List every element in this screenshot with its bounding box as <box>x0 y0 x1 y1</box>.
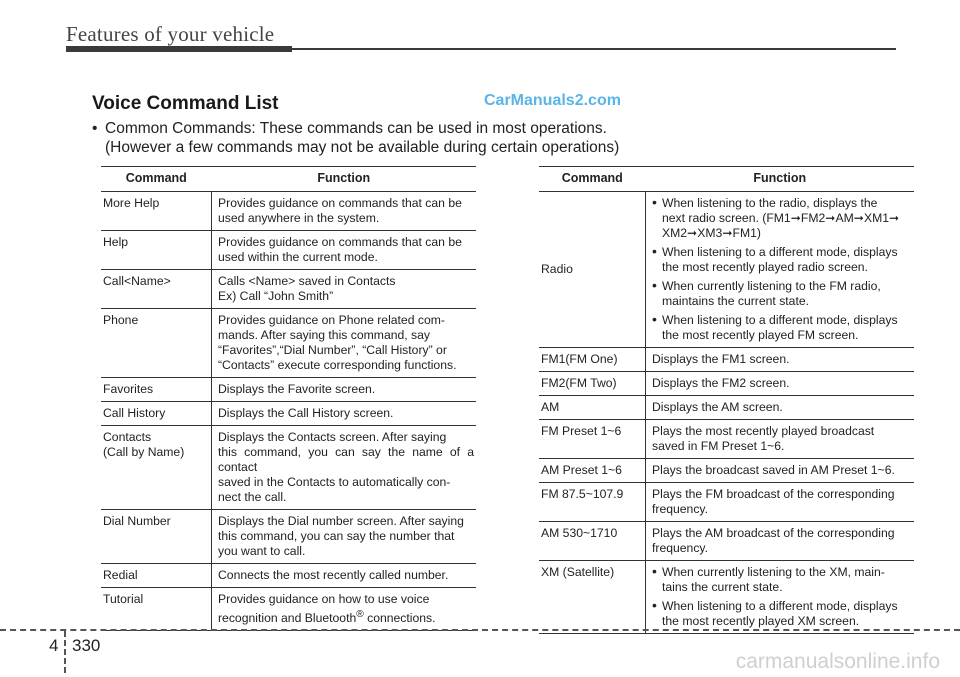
table-row <box>539 372 914 396</box>
table-row <box>101 510 476 564</box>
table-row <box>539 483 914 522</box>
function-text: the most recently played FM screen. <box>662 328 859 342</box>
function-cell <box>646 561 915 634</box>
table-row <box>101 231 476 270</box>
function-cell <box>646 522 915 561</box>
function-text: Ex) Call “John Smith” <box>218 289 334 303</box>
function-cell <box>212 231 477 270</box>
command-cell: Redial <box>101 564 212 588</box>
function-text: you want to call. <box>218 544 306 558</box>
function-cell <box>212 378 477 402</box>
function-text: this command, you can say the number that <box>218 529 455 543</box>
function-text: “Contacts” execute corresponding functions. <box>218 358 457 372</box>
command-cell: Radio <box>539 192 646 348</box>
page-number: 330 <box>72 636 101 655</box>
command-text: Contacts <box>103 430 152 444</box>
function-text: Displays the Dial number screen. After saying <box>218 514 464 528</box>
function-cell <box>212 192 477 231</box>
footer-watermark[interactable]: carmanualsonline.info <box>735 650 940 673</box>
command-cell: XM (Satellite) <box>539 561 646 634</box>
function-text: Plays the AM broadcast of the corresponding <box>652 526 895 540</box>
command-cell: Tutorial <box>101 588 212 631</box>
command-cell: AM <box>539 396 646 420</box>
function-text: the most recently played XM screen. <box>662 614 860 628</box>
column-header-command: Command <box>539 167 646 192</box>
function-cell <box>212 309 477 378</box>
function-text: next radio screen. (FM1➞FM2➞AM➞XM1➞ <box>662 211 900 225</box>
command-cell <box>101 426 212 510</box>
table-row <box>539 348 914 372</box>
function-text: mands. After saying this command, say <box>218 328 431 342</box>
header-rule-thick <box>66 46 292 52</box>
function-text: Plays the broadcast saved in AM Preset 1~6. <box>652 463 895 477</box>
function-cell <box>646 459 915 483</box>
table-row <box>101 402 476 426</box>
function-text: Provides guidance on how to use voice <box>218 592 430 606</box>
table-header-row <box>539 167 914 192</box>
header-rule-thin <box>292 48 896 50</box>
intro-line-2: (However a few commands may not be available during certain operations) <box>105 139 620 156</box>
table-row <box>539 459 914 483</box>
common-commands-table-right <box>539 166 914 634</box>
function-text: used within the current mode. <box>218 250 378 264</box>
table-row <box>101 192 476 231</box>
function-text: Displays the FM2 screen. <box>652 376 790 390</box>
command-cell: Dial Number <box>101 510 212 564</box>
function-text: frequency. <box>652 502 709 516</box>
bullet-item <box>652 565 912 595</box>
function-cell <box>646 348 915 372</box>
command-cell: FM2(FM Two) <box>539 372 646 396</box>
bullet-item <box>652 313 912 343</box>
function-text: tains the current state. <box>662 580 783 594</box>
command-cell: FM Preset 1~6 <box>539 420 646 459</box>
column-header-function: Function <box>646 167 915 192</box>
page-separator <box>0 629 960 631</box>
function-cell <box>212 270 477 309</box>
table-row <box>539 522 914 561</box>
function-text: saved in FM Preset 1~6. <box>652 439 785 453</box>
command-cell: More Help <box>101 192 212 231</box>
function-text: connections. <box>363 611 436 626</box>
section-title: Voice Command List <box>92 93 279 114</box>
function-text: When listening to a different mode, displays <box>662 599 898 613</box>
function-text: this command, you can say the name of a contact <box>218 445 474 474</box>
column-header-command: Command <box>101 167 212 192</box>
function-text: When currently listening to the XM, main- <box>662 565 885 579</box>
function-text: Plays the most recently played broadcast <box>652 424 875 438</box>
function-cell <box>212 402 477 426</box>
page-number-divider <box>64 631 66 673</box>
function-text: XM2➞XM3➞FM1) <box>662 226 761 240</box>
intro-line-1: Common Commands: These commands can be used in most operations. <box>105 120 607 137</box>
bullet-item <box>652 196 912 241</box>
table-row <box>539 192 914 348</box>
function-text: Displays the Favorite screen. <box>218 382 376 396</box>
command-cell: AM 530~1710 <box>539 522 646 561</box>
function-cell <box>212 588 477 631</box>
function-text: Displays the Contacts screen. After saying <box>218 430 447 444</box>
function-text: recognition and Bluetooth <box>218 611 357 626</box>
table-row <box>101 564 476 588</box>
function-text: When listening to a different mode, displays <box>662 313 898 327</box>
function-text: the most recently played radio screen. <box>662 260 868 274</box>
function-text: used anywhere in the system. <box>218 211 380 225</box>
function-text: Provides guidance on commands that can be <box>218 235 462 249</box>
function-cell <box>646 483 915 522</box>
function-cell <box>646 420 915 459</box>
command-cell: Favorites <box>101 378 212 402</box>
table-row <box>539 396 914 420</box>
table-row <box>101 378 476 402</box>
command-text: (Call by Name) <box>103 445 185 459</box>
function-text: maintains the current state. <box>662 294 809 308</box>
table-row <box>539 561 914 634</box>
watermark-logo[interactable]: CarManuals2.com <box>484 92 621 109</box>
function-text: When listening to the radio, displays the <box>662 196 878 210</box>
function-text: nect the call. <box>218 490 287 504</box>
command-cell: Call<Name> <box>101 270 212 309</box>
table-row <box>101 588 476 631</box>
function-text: Plays the FM broadcast of the corresponding <box>652 487 895 501</box>
function-text: frequency. <box>652 541 709 555</box>
function-text: Provides guidance on Phone related com- <box>218 313 445 327</box>
command-cell: Call History <box>101 402 212 426</box>
table-row <box>539 420 914 459</box>
function-text: When listening to a different mode, displays <box>662 245 898 259</box>
bullet-item <box>652 279 912 309</box>
bullet-item <box>652 245 912 275</box>
intro-bullet: • <box>92 120 98 137</box>
function-text: Provides guidance on commands that can be <box>218 196 462 210</box>
column-header-function: Function <box>212 167 477 192</box>
table-row <box>101 309 476 378</box>
intro-text <box>92 119 619 157</box>
table-row <box>101 426 476 510</box>
function-cell <box>212 510 477 564</box>
function-cell <box>212 564 477 588</box>
function-text: Displays the Call History screen. <box>218 406 394 420</box>
function-text: saved in the Contacts to automatically con- <box>218 475 451 489</box>
command-cell: Help <box>101 231 212 270</box>
page-header-title: Features of your vehicle <box>66 22 275 46</box>
command-cell: FM1(FM One) <box>539 348 646 372</box>
command-cell: AM Preset 1~6 <box>539 459 646 483</box>
common-commands-table-left <box>101 166 476 631</box>
function-cell <box>646 396 915 420</box>
chapter-number: 4 <box>49 636 59 655</box>
function-text: Displays the FM1 screen. <box>652 352 790 366</box>
function-cell <box>646 192 915 348</box>
command-cell: FM 87.5~107.9 <box>539 483 646 522</box>
function-cell <box>646 372 915 396</box>
function-text: Displays the AM screen. <box>652 400 783 414</box>
registered-mark: ® <box>356 609 364 620</box>
function-text: When currently listening to the FM radio, <box>662 279 881 293</box>
function-cell <box>212 426 477 510</box>
function-text: Calls <Name> saved in Contacts <box>218 274 396 288</box>
table-row <box>101 270 476 309</box>
table-header-row <box>101 167 476 192</box>
function-text: Connects the most recently called number. <box>218 568 449 582</box>
command-cell: Phone <box>101 309 212 378</box>
function-text: “Favorites”,“Dial Number”, “Call History” or <box>218 343 447 357</box>
bullet-item <box>652 599 912 629</box>
